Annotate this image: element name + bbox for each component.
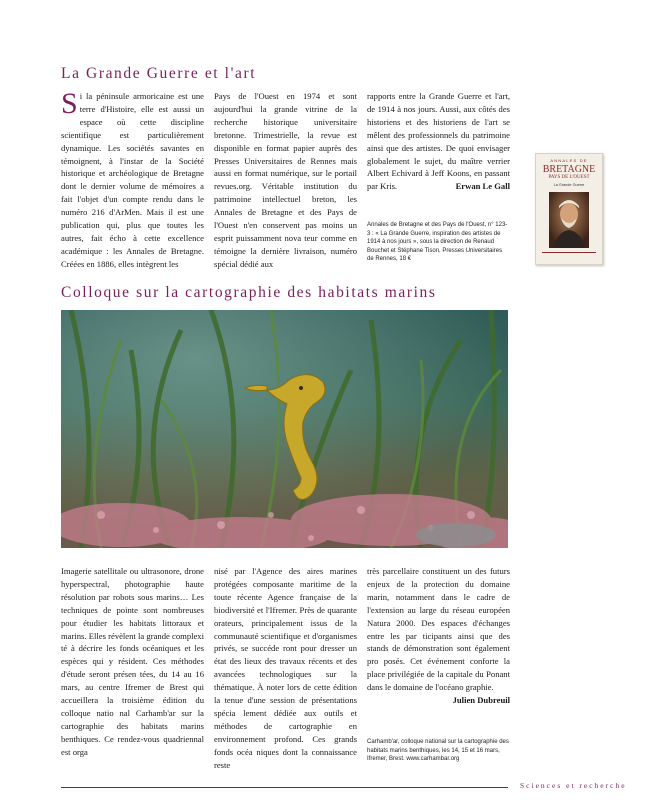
article2-column-2-text: nisé par l'Agence des aires marines protégées composante maritime de la toute récente Agence française de la biodiversité et l'Ifremer. Près de quarante orateurs, principalement issus de la communauté scientifique et d'organismes privés, se succéde ront pour dresser un état des lieux des travaux récents et des avancées technologiques sur la thématique. À noter lors de cette édition la tenue d'une session de présentations spécia lement dédiée aux outils et méthodes de cartographie en environnement profond. Ces grands fonds océa niques dont la connaissance reste [214,566,357,770]
article1-title: La Grande Guerre et l'art [61,65,257,82]
cover-title-line2: PAYS DE L'OUEST [548,175,590,180]
article2-column-3-text: très parcellaire constituent un des futurs enjeux de la protection du domaine marin, notamment dans le cadre de l'extension au large du réseau européen Natura 2000. Des espaces d'échanges entre les par ticipants ainsi que des stands de démonstration sont également pro posés. Cet événement conforte la place privilégiée de la capitale du Ponant dans le domaine de l'océano graphie. [367,566,510,693]
footer-section-label: Sciences et recherche [520,781,627,790]
article1-column-1-text: i la péninsule armoricaine est une terre d'Histoire, elle est aussi un espace où cette discipline scientifique est particulièrement dynamique. Les sociétés savantes en témoignent, à l'instar de la Société historique et archéologique de Bretagne dont le dernier volume de mémoires a fait l'objet d'un compte rendu dans le numéro 216 d'ArMen. Mais il est une publication qui, plus que toutes les autres, fait écho à cette excellence académique : les Annales de Bretagne. Créées en 1886, elles intègrent les [61,91,204,269]
cover-header: ANNALES DE [550,158,588,163]
seahorse-photo-image [61,310,508,548]
article1-caption: Annales de Bretagne et des Pays de l'Ouest, n° 123-3 : « La Grande Guerre, inspiration des artistes de 1914 à nos jours », sous la direction de Renaud Bouchet et Stéphane Tison, Presses Universitaires de Rennes, 18 € [367,222,508,263]
article2-signature: Julien Dubreuil [452,695,510,706]
article1-column-3-text: rapports entre la Grande Guerre et l'art, de 1914 à nos jours. Aussi, aux côtés des historiens et des historiens de l'art se mêlent des professionnels du patrimoine ainsi que des artistes. De quoi envisager globalement le sujet, du maître verrier Albert Echivard à Jeff Koons, en passant par Kris. [367,91,510,192]
article1-dropcap: S [61,87,78,120]
cover-portrait-image [549,192,589,248]
article2-column-2 [214,565,357,772]
article2-caption: Carhamb'ar, colloque national sur la cartographie des habitats marins benthiques, les 14, 15 et 16 mars, Ifremer, Brest. www.carhambar.org [367,739,509,763]
article2-column-1 [61,565,204,759]
cover-title: BRETAGNE [542,164,596,175]
article1-signature: Erwan Le Gall [455,181,510,192]
seahorse-photo [61,310,508,548]
article2-column-1-text: Imagerie satellitale ou ultrasonore, drone hyperspectral, photographie haute résolution par robots sous marins… Les techniques de pointe sont nombreuses pour étudier les habitats littoraux et marins. Elles révèlent la grande complexi té à décrire les fonds océaniques et les espèces qui y résident. Ces méthodes d'étude seront présen tées, du 14 au 16 mars, au centre Ifremer de Brest qui accueillera la troisième édition du colloque natio nal Carhamb'ar sur la cartographie des habitats marins benthiques. Ce rendez-vous quadriennal est orga [61,566,204,757]
article1-column-1 [61,87,204,271]
article2-title: Colloque sur la cartographie des habitats marins [61,284,437,301]
article1-column-2 [214,90,357,271]
cover-subtitle: La Grande Guerre [553,183,585,187]
article2-column-3 [367,565,510,707]
article1-column-3 [367,90,510,193]
journal-cover [535,153,603,265]
cover-rule [542,252,596,253]
article1-column-2-text: Pays de l'Ouest en 1974 et sont aujourd'hui la grande vitrine de la recherche historique universitaire bretonne. Trimestrielle, la revue est disponible en format papier auprès des Presses Universitaires de Rennes mais aussi en format numérique, sur le portail revues.org. Véritable institution du patrimoine intellectuel breton, les Annales de Bretagne et des Pays de l'Ouest n'en conservent pas moins un esprit puissamment nova teur comme en témoigne la dernière livraison, numéro spécial dédié aux [214,91,357,269]
footer-rule [61,787,508,788]
